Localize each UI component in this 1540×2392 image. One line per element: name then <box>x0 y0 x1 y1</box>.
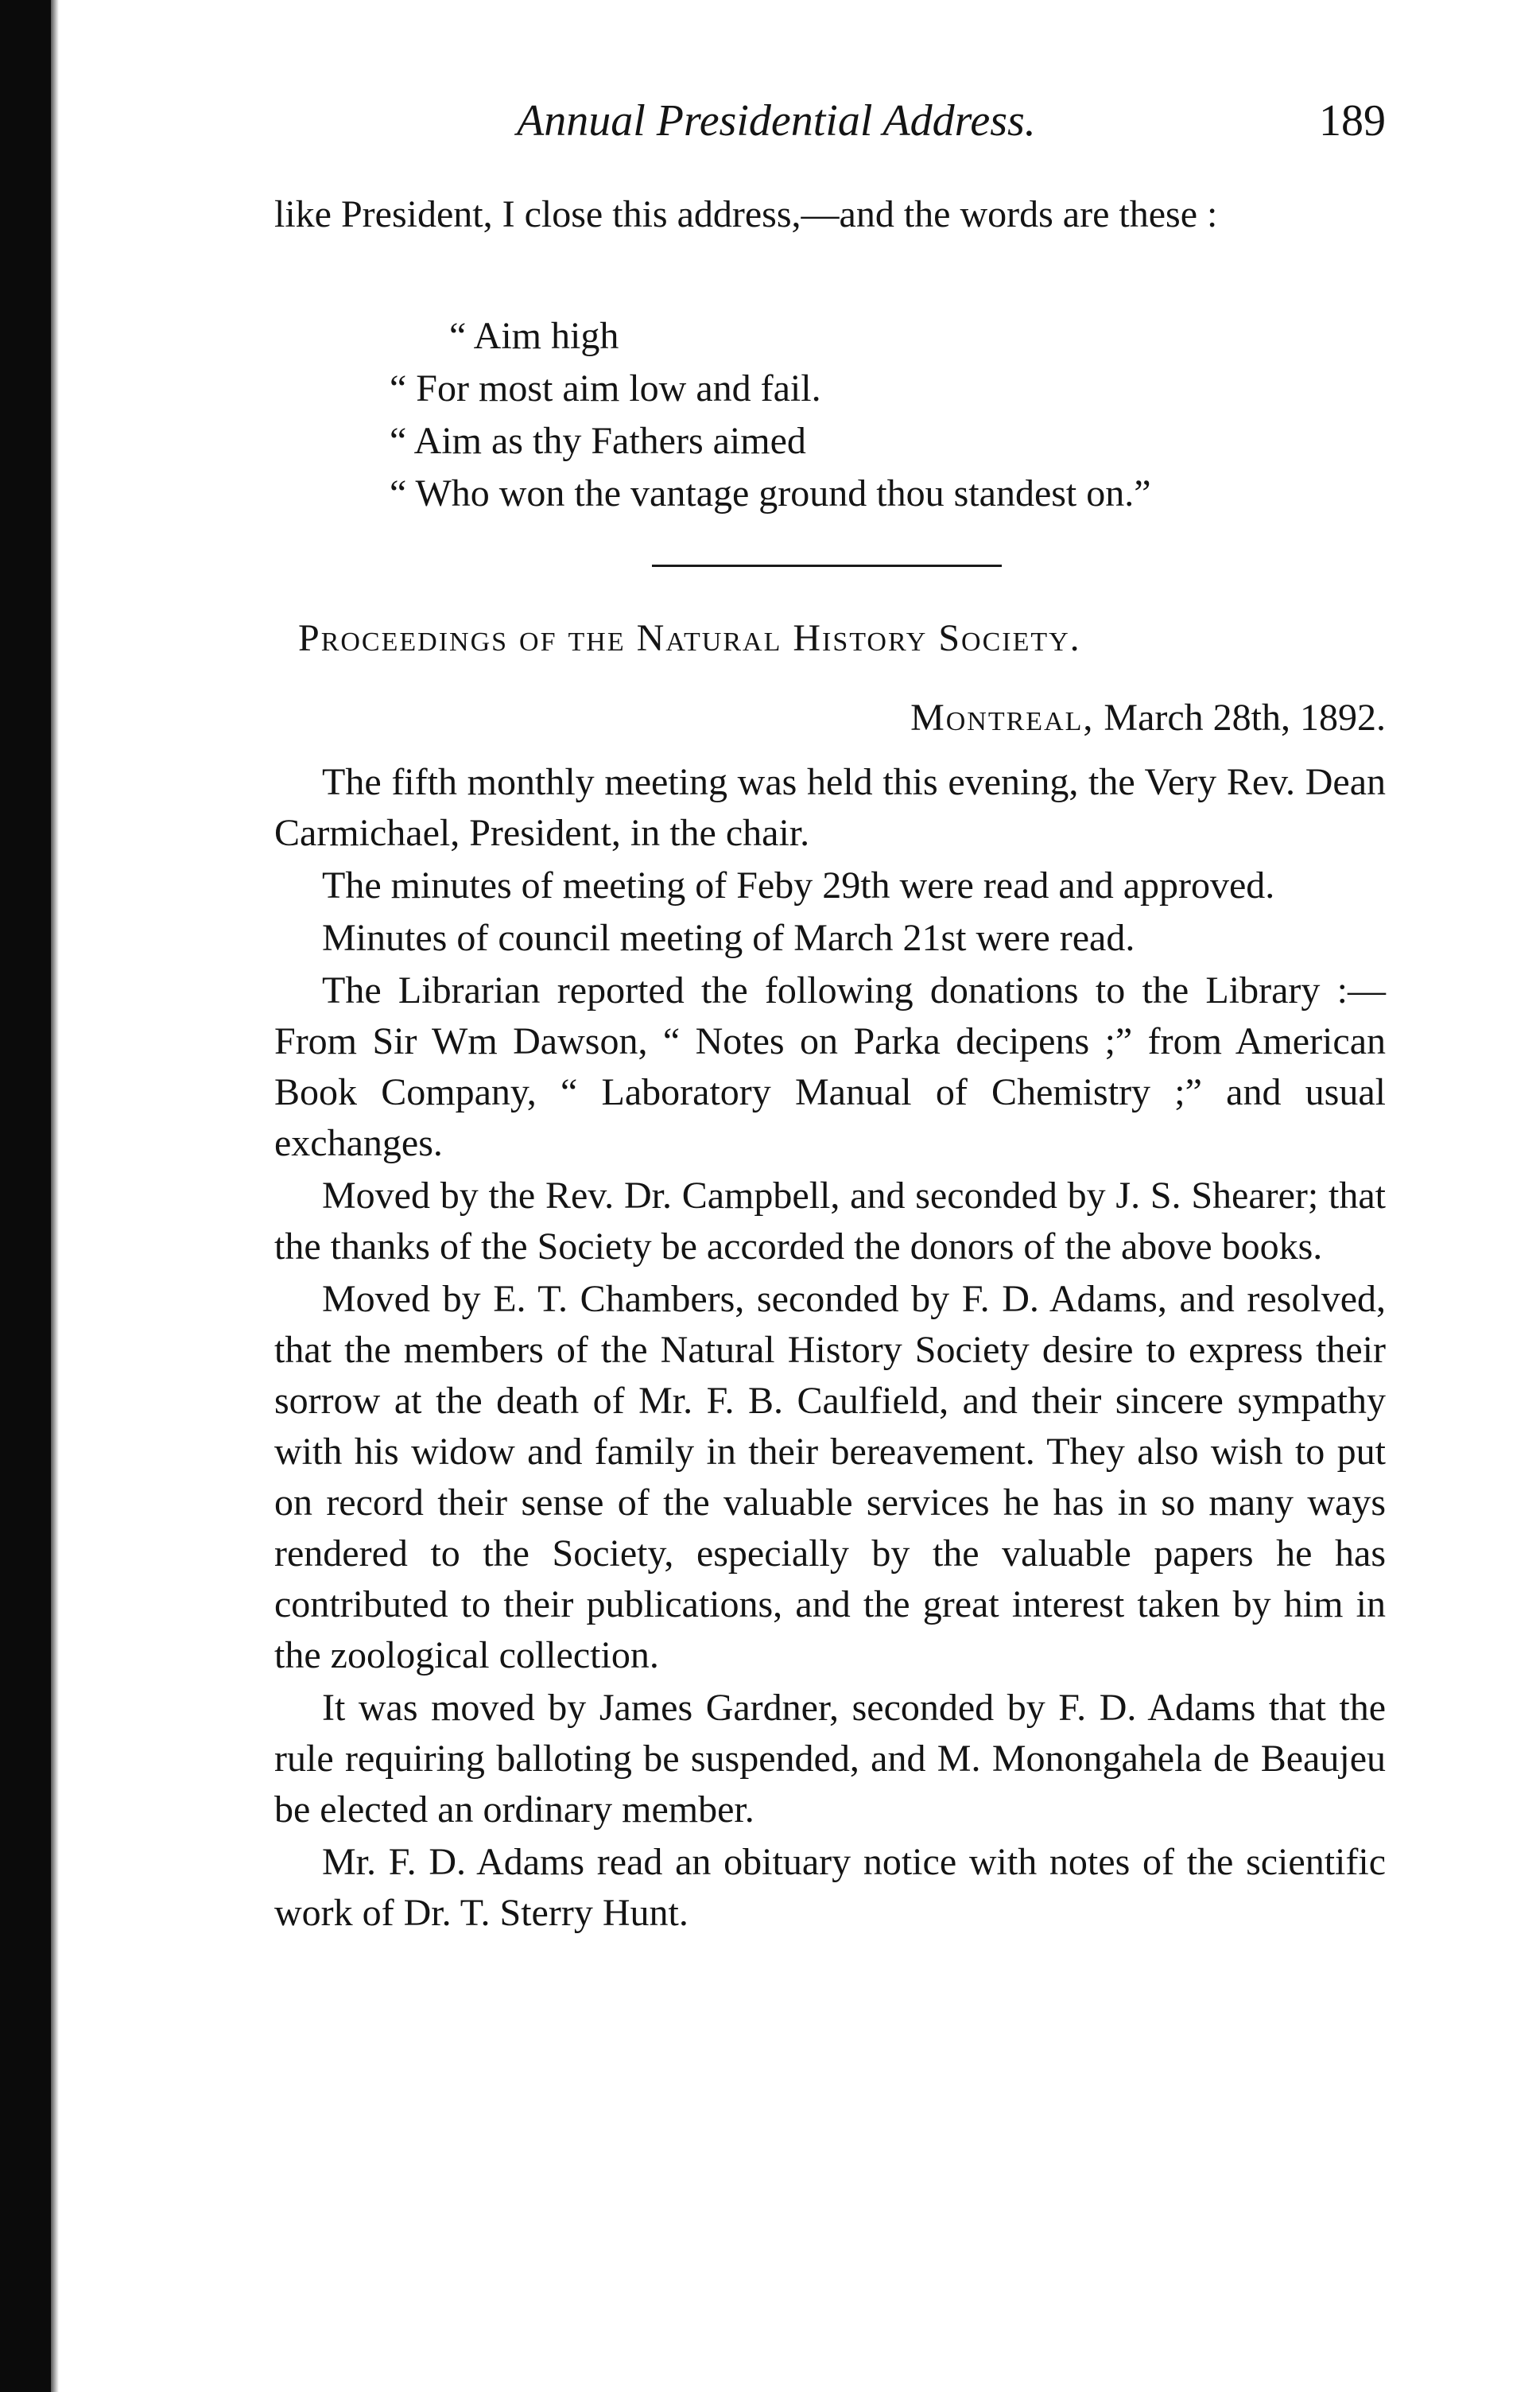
dateline-date: March 28th, 1892. <box>1104 697 1386 739</box>
minutes-paragraph: It was moved by James Gardner, seconded by F. D. Adams that the rule requiring balloting be suspended, and M. Monongahela de Beaujeu be elected an ordinary member. <box>274 1687 1386 1831</box>
minutes-paragraph: Moved by the Rev. Dr. Campbell, and seconded by J. S. Shearer; that the thanks of the Society be accorded the donors of the above books. <box>274 1175 1386 1268</box>
section-divider <box>652 565 1002 567</box>
intro-paragraph: like President, I close this address,—and the words are these : <box>274 193 1218 235</box>
minutes-paragraph: The fifth monthly meeting was held this evening, the Very Rev. Dean Carmichael, President, in the chair. <box>274 761 1386 854</box>
dateline-place: Montreal, <box>910 697 1095 739</box>
dateline <box>910 696 1386 740</box>
running-head <box>274 87 1386 159</box>
minutes-paragraph: The Librarian reported the following donations to the Library :—From Sir Wm Dawson, “ Notes on Parka decipens ;” from American Book Company, “ Laboratory Manual of Chemistry ;” and usual exchanges. <box>274 969 1386 1164</box>
verse-line: “ For most aim low and fail. <box>390 367 821 410</box>
minutes-body <box>274 757 1386 1940</box>
minutes-paragraph: The minutes of meeting of Feby 29th were read and approved. <box>322 864 1275 907</box>
verse-quotation <box>390 310 1264 520</box>
minutes-paragraph: Minutes of council meeting of March 21st were read. <box>322 917 1135 959</box>
minutes-paragraph: Mr. F. D. Adams read an obituary notice with notes of the scientific work of Dr. T. Sterry Hunt. <box>274 1841 1386 1934</box>
verse-line: “ Who won the vantage ground thou standest on.” <box>390 472 1151 515</box>
minutes-paragraph: Moved by E. T. Chambers, seconded by F. D. Adams, and resolved, that the members of the Natural History Society desire to express their sorrow at the death of Mr. F. B. Caulfield, and their sincere sympathy with his widow and family in their bereavement. They also wish to put on record their sense of the valuable services he has in so many ways rendered to the Society, especially by the valuable papers he has contributed to their publications, and the great interest taken by him in the zoological collection. <box>274 1278 1386 1676</box>
section-heading: Proceedings of the Natural History Society. <box>298 617 1081 659</box>
binding-shadow <box>51 0 59 2392</box>
intro-text <box>274 189 1386 242</box>
verse-line: “ Aim as thy Fathers aimed <box>390 420 806 462</box>
verse-line: “ Aim high <box>449 315 619 357</box>
page-number: 189 <box>1319 96 1386 146</box>
book-binding-edge <box>0 0 51 2392</box>
running-title: Annual Presidential Address. <box>517 96 1036 146</box>
